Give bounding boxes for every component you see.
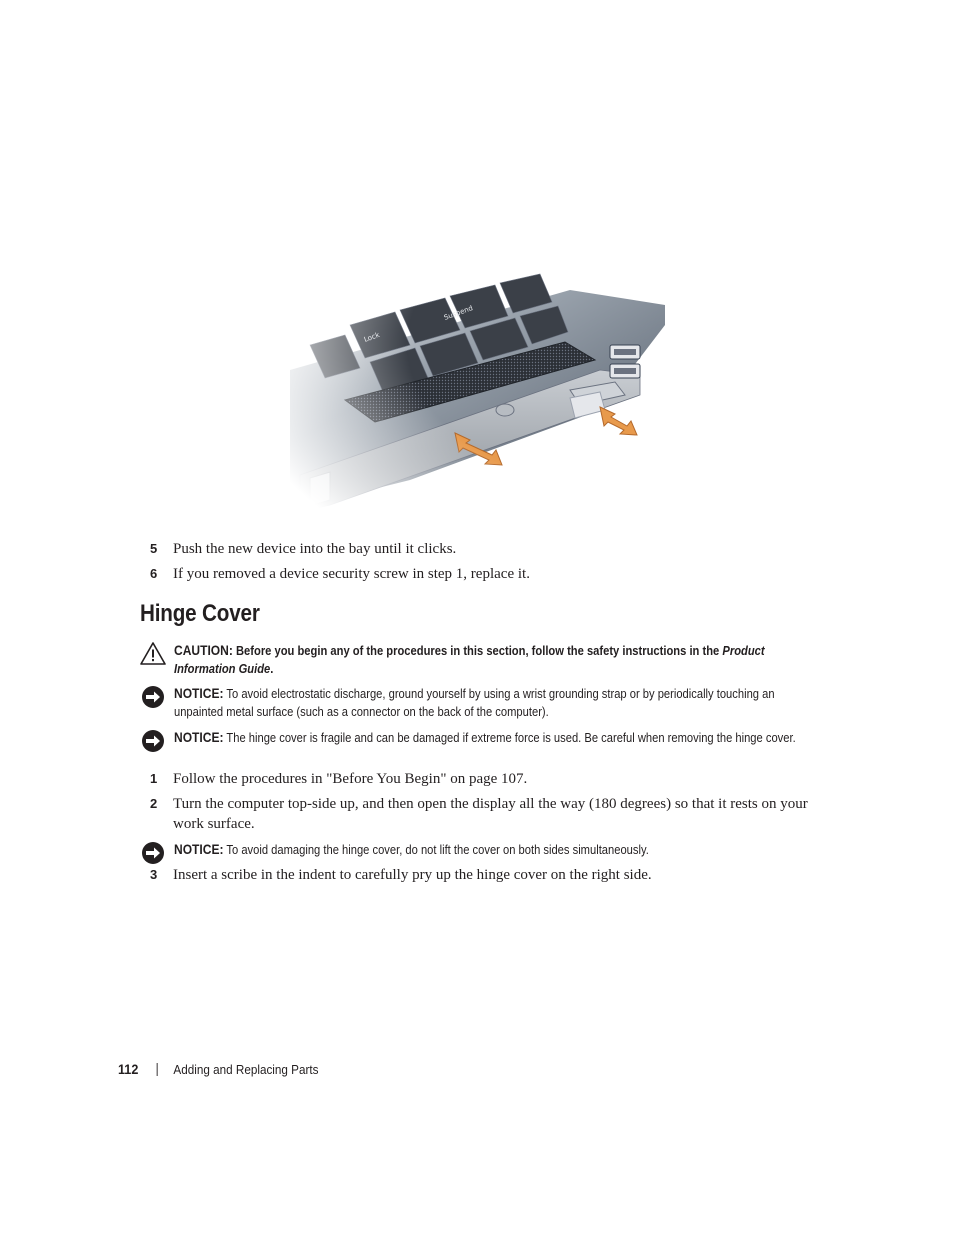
- notice-icon: [140, 728, 166, 754]
- step-2: [150, 794, 815, 834]
- notice-esd: [140, 684, 820, 721]
- laptop-media-bay-illustration: [270, 250, 690, 520]
- step-text: If you removed a device security screw in step 1, replace it.: [173, 566, 530, 582]
- step-number: 1: [150, 771, 158, 786]
- section-title: Hinge Cover: [140, 600, 260, 627]
- caution-note: [140, 641, 820, 678]
- notice-body: To avoid damaging the hinge cover, do not lift the cover on both sides simultaneously.: [226, 842, 649, 857]
- notice-label: NOTICE:: [174, 729, 224, 745]
- page-number: 112: [118, 1061, 139, 1077]
- step-text: Turn the computer top-side up, and then open the display all the way (180 degrees) so that it rests on your work surface.: [173, 796, 808, 832]
- notice-icon: [140, 840, 166, 866]
- step-number: 2: [150, 796, 158, 811]
- notice-body: The hinge cover is fragile and can be damaged if extreme force is used. Be careful when removing the hinge cover.: [226, 730, 796, 745]
- product-guide-title: Product Information Guide: [174, 643, 765, 676]
- footer-divider: [156, 1063, 157, 1076]
- step-number: 5: [150, 541, 158, 556]
- step-number: 6: [150, 566, 158, 581]
- caution-period: .: [270, 661, 274, 676]
- footer-section: Adding and Replacing Parts: [173, 1062, 319, 1077]
- step-text: Follow the procedures in "Before You Begin" on page 107.: [173, 771, 528, 787]
- step-6: [150, 564, 815, 584]
- notice-icon: [140, 684, 166, 710]
- page-footer: [118, 1061, 318, 1077]
- notice-fragile: [140, 728, 820, 747]
- step-text: Push the new device into the bay until it clicks.: [173, 541, 457, 557]
- notice-label: NOTICE:: [174, 841, 224, 857]
- notice-body: To avoid electrostatic discharge, ground yourself by using a wrist grounding strap or by periodically touching an unpainted metal surface (such as a connector on the back of the computer).: [174, 686, 775, 719]
- caution-label: CAUTION:: [174, 642, 233, 658]
- notice-hinge-lift: [140, 840, 820, 859]
- step-5: [150, 539, 815, 559]
- warning-triangle-icon: [140, 641, 166, 667]
- step-number: 3: [150, 867, 158, 882]
- caution-body: Before you begin any of the procedures in this section, follow the safety instructions in the: [235, 643, 720, 658]
- step-1: [150, 769, 815, 789]
- step-text: Insert a scribe in the indent to carefully pry up the hinge cover on the right side.: [173, 867, 652, 883]
- step-3: [150, 865, 815, 885]
- notice-label: NOTICE:: [174, 685, 224, 701]
